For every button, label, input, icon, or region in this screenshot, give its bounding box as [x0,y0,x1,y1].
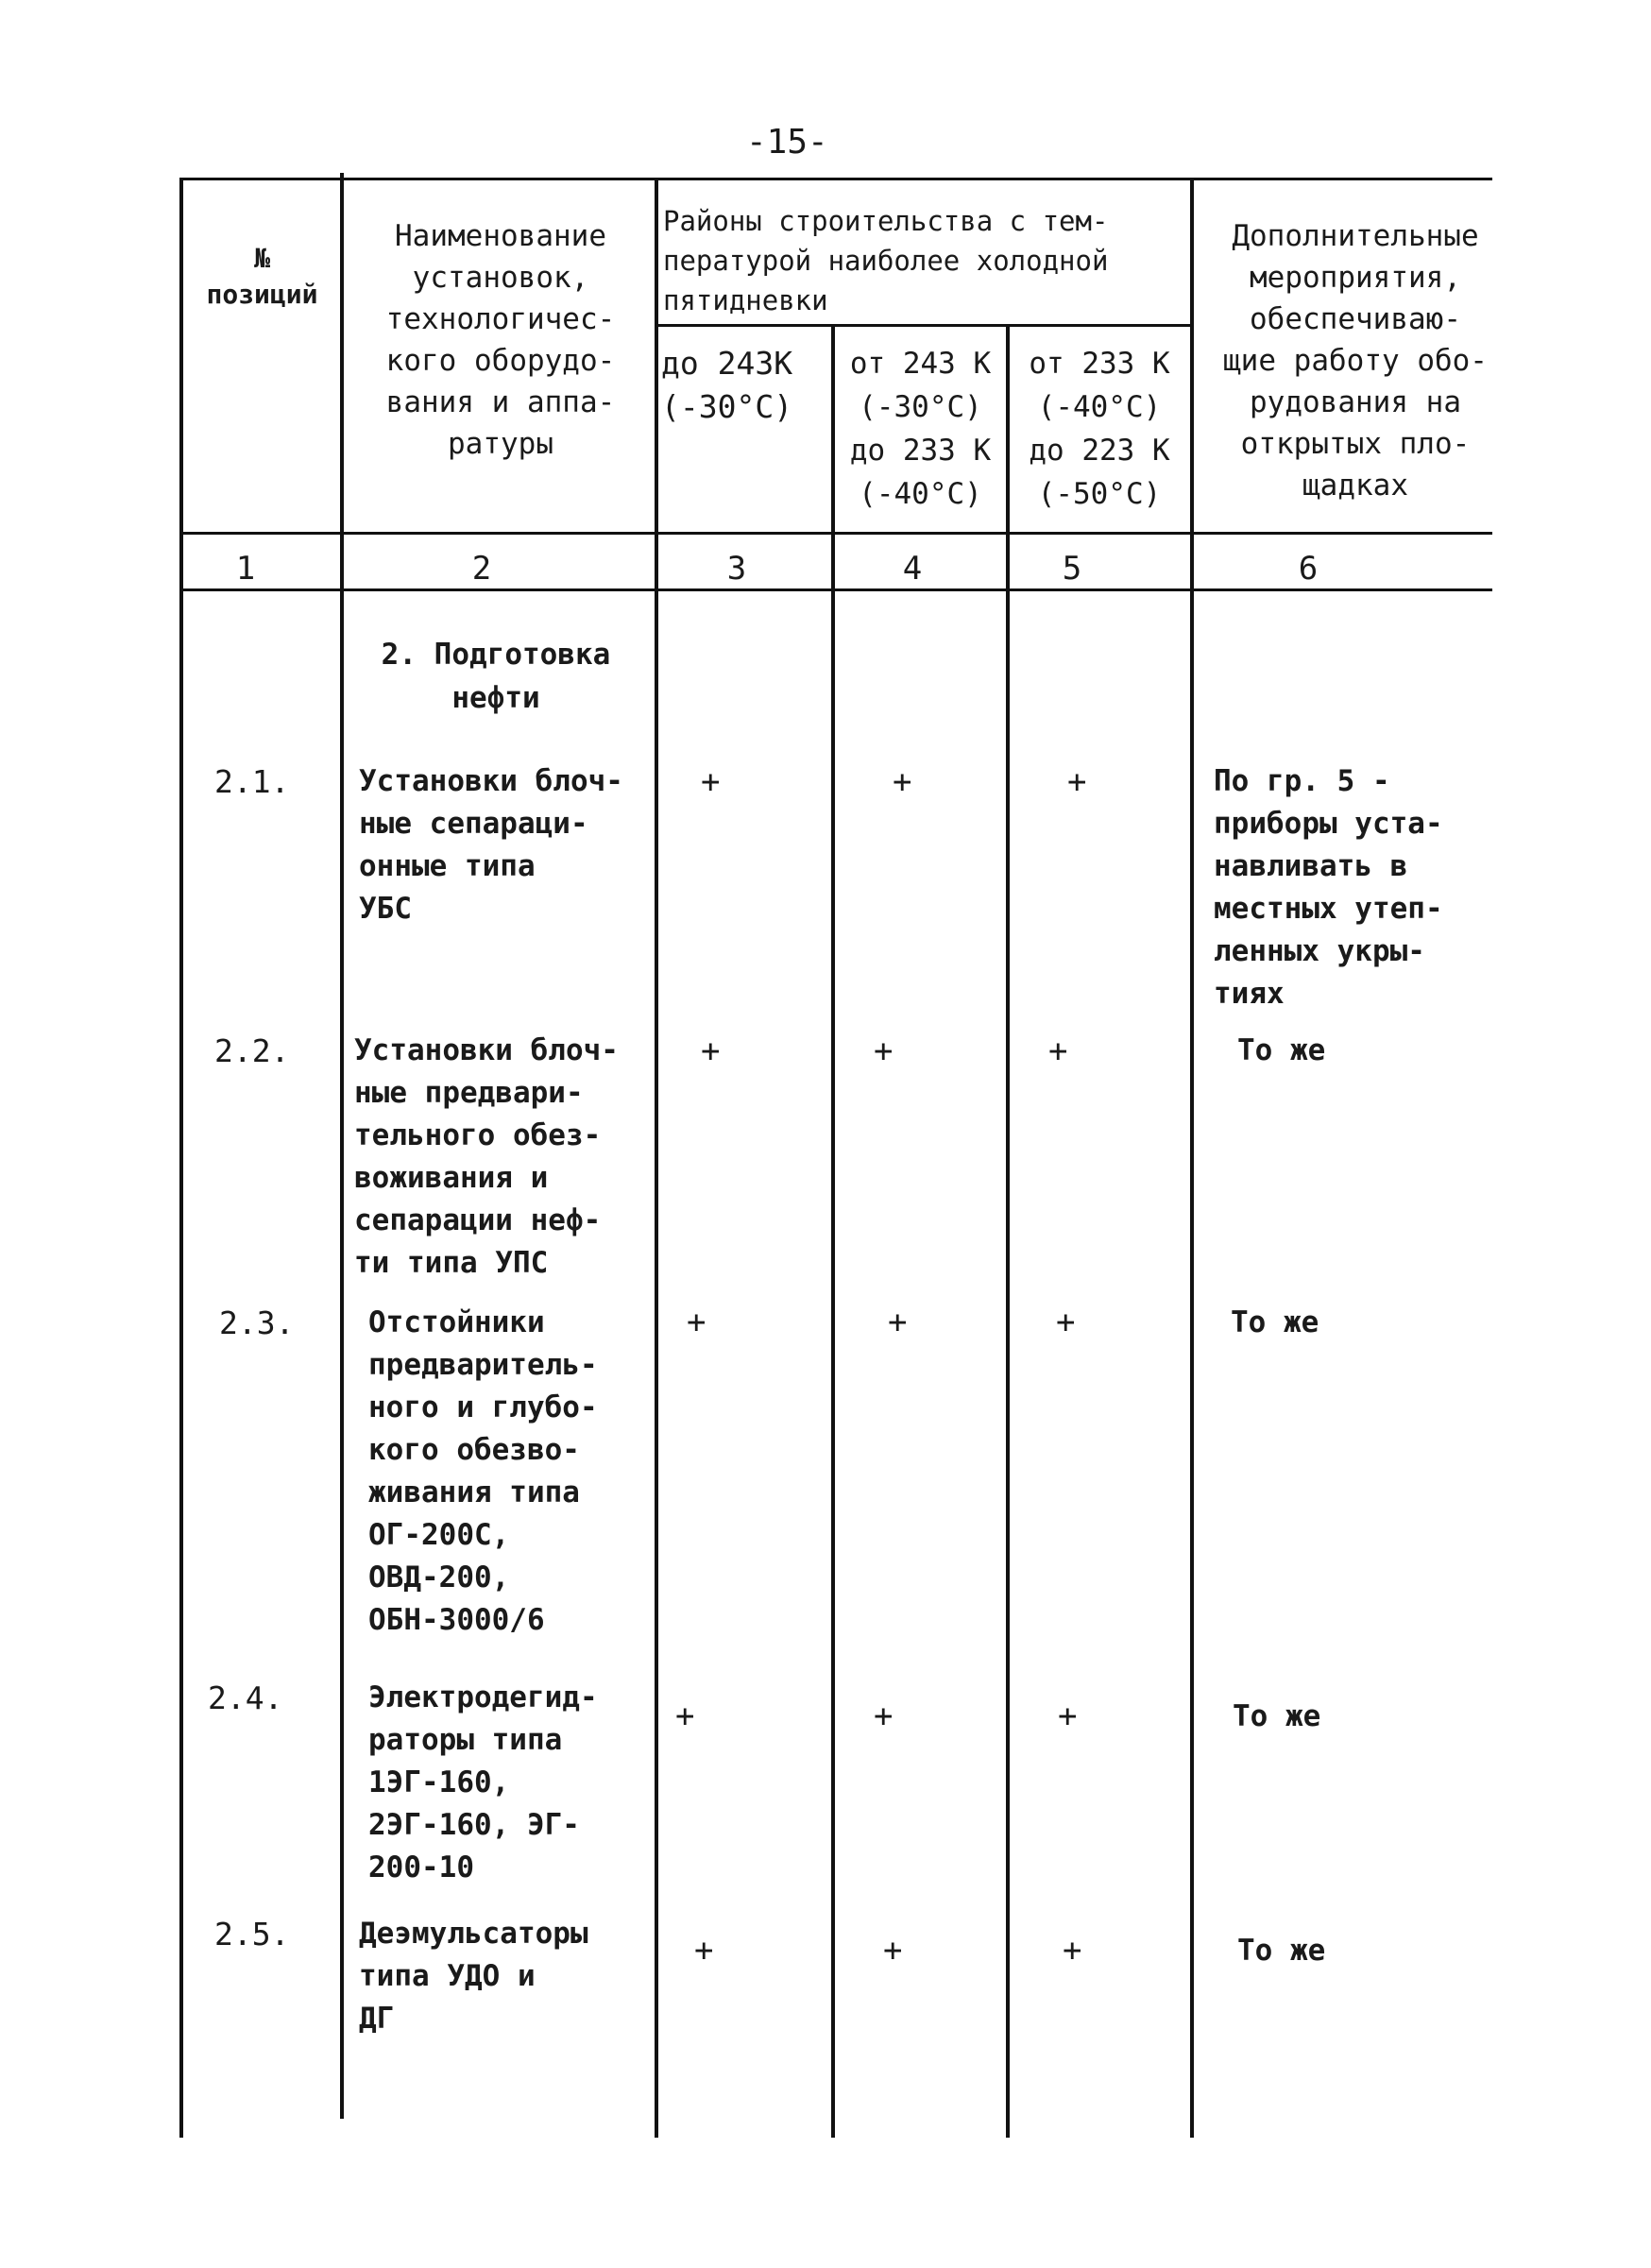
row-2-4-col3: + [675,1697,695,1735]
row-2-2-col3: + [701,1032,721,1070]
header-temp-range-col3: до 243К (-30°С) [661,345,793,425]
section-title: 2. Подготовка нефти [381,638,611,715]
row-2-3-col5: + [1056,1304,1076,1341]
row-2-5-name: Деэмульсаторы типа УДО и ДГ [359,1917,588,2036]
row-2-1-measures: По гр. 5 - приборы уста- навливать в местных утеп- ленных укры- тиях [1214,764,1443,1011]
row-2-1-col3: + [701,763,721,801]
row-2-3-measures: То же [1231,1305,1319,1339]
row-2-4-name: Электродегид- раторы типа 1ЭГ-160, 2ЭГ-160, ЭГ- 200-10 [368,1680,598,1884]
row-2-3-col4: + [888,1304,908,1341]
row-2-2-col5: + [1048,1032,1068,1070]
row-2-3-number: 2.3. [219,1305,295,1341]
col4-col5-divider [1006,324,1010,2138]
row-2-2-number: 2.2. [214,1032,290,1069]
col3-col4-divider [831,324,835,2138]
header-position-number: № позиций [206,243,318,310]
row-2-5-col3: + [694,1932,714,1970]
table-top-border [179,178,1492,180]
header-construction-regions: Районы строительства с тем- пературой наиболее холодной пятидневки [663,205,1109,316]
row-2-5-measures: То же [1237,1934,1326,1968]
row-2-1-name: Установки блоч- ные сепараци- онные типа УБС [359,764,623,926]
column-number-5: 5 [1062,550,1082,588]
row-2-4-number: 2.4. [208,1680,283,1716]
header-temp-range-col5: от 233 К (-40°С) до 223 К (-50°С) [1029,347,1170,511]
page-number: -15- [746,123,828,162]
row-2-1-number: 2.1. [214,763,290,800]
column-numbers-bottom-border [179,588,1492,591]
subheader-divider [656,324,1190,327]
row-2-2-measures: То же [1237,1033,1326,1067]
header-bottom-border [179,532,1492,535]
row-2-3-name: Отстойники предваритель- ного и глубо- кого обезво- живания типа ОГ-200С, ОВД-200, ОБН-3000/6 [368,1305,598,1637]
column-number-2: 2 [471,550,492,588]
col5-col6-divider [1190,178,1194,2138]
row-2-2-name: Установки блоч- ные предвари- тельного обез- воживания и сепарации неф- ти типа УПС [354,1033,619,1280]
row-2-4-measures: То же [1233,1699,1321,1733]
row-2-2-col4: + [874,1032,894,1070]
header-temp-range-col4: от 243 К (-30°С) до 233 К (-40°С) [849,347,992,511]
column-number-3: 3 [726,550,747,588]
col1-col2-divider [340,173,344,2119]
column-number-6: 6 [1298,550,1319,588]
header-equipment-name: Наименование установок, технологичес- кого оборудо- вания и аппа- ратуры [385,219,616,461]
col2-col3-divider [655,178,658,2138]
row-2-1-col4: + [893,763,912,801]
row-2-5-col4: + [883,1932,903,1970]
row-2-4-col4: + [874,1697,894,1735]
column-number-1: 1 [235,550,256,588]
table-left-border [179,178,183,2138]
header-additional-measures: Дополнительные мероприятия, обеспечиваю- щие работу обо- рудования на открытых пло- щадках [1223,219,1488,503]
row-2-3-col3: + [687,1304,706,1341]
row-2-1-col5: + [1067,763,1087,801]
column-number-4: 4 [902,550,923,588]
row-2-4-col5: + [1058,1697,1078,1735]
row-2-5-number: 2.5. [214,1916,290,1953]
row-2-5-col5: + [1063,1932,1082,1970]
